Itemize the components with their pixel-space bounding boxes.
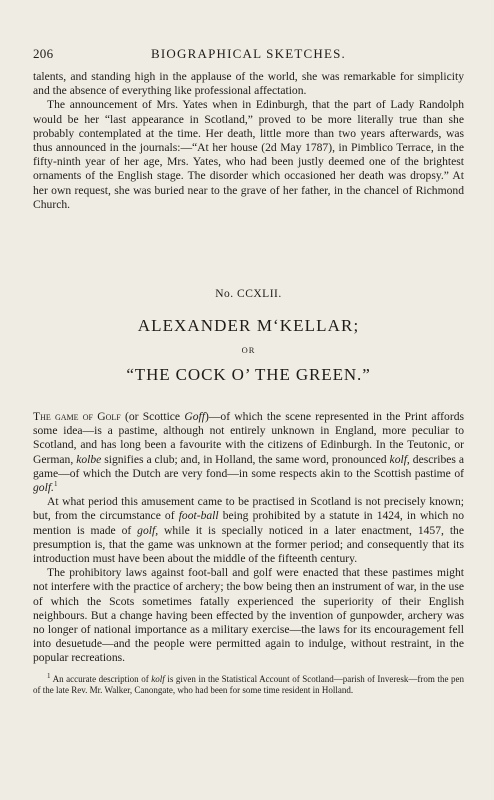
text-run: while it is specially noticed in a later enactment, 1457, the presumption is, that the game was unknown at the former period; and consequently that its introduction must have been about the middle of the fifteenth century.: [33, 523, 464, 566]
text-run: (or Scottice: [120, 410, 185, 424]
italic-term: Goff: [184, 410, 205, 424]
text-run: At what period this amusement came to be practised in Scotland is not precisely known; but, from the circumstance of: [33, 495, 464, 523]
prohibition-paragraph: The prohibitory laws against foot-ball and golf were enacted that these pastimes might not interfere with the practice of archery; the bow being then an instrument of war, in the use of which the Scots sometimes fatally experienced the superiority of their English neighbours. But a change having been effected by the invention of gunpowder, archery was no longer of national importance as a military exercise—the laws for its encouragement fell into desuetude—and the people were permitted again to indulge, without restraint, in the popular recreations.: [33, 566, 464, 665]
text-run: An accurate description of: [50, 673, 152, 684]
footnote: [33, 671, 465, 697]
announcement-paragraph: The announcement of Mrs. Yates when in Edinburgh, that the part of Lady Randolph would be her “last appearance in Scotland,” proved to be more literally true than she probably contemplated at the time. Her death, little more than two years afterwards, was thus announced in the journals:—“At her house (2d May 1787), in Pimblico Terrace, in the fifty-ninth year of her age, Mrs. Yates, who had been justly deemed one of the brightest ornaments of the English stage. The disorder which occasioned her death was dropsy.” At her own request, she was buried near to the grave of her father, in the chancel of Richmond Church.: [33, 98, 464, 211]
text-run: is given in the Statistical Account of Scotland—parish of Inveresk—from the pen of the late Rev. Mr. Walker, Canongate, who had been for some time resident in Holland.: [33, 673, 465, 696]
continued-paragraph: talents, and standing high in the applause of the world, she was remarkable for simplicity and the absence of everything like professional affectation.: [33, 70, 464, 98]
italic-term: foot-ball: [178, 509, 219, 523]
footnote-marker: 1: [47, 671, 51, 680]
running-head: BIOGRAPHICAL SKETCHES.: [151, 46, 346, 61]
page-header: [33, 46, 464, 62]
italic-term: kolf: [151, 673, 165, 684]
italic-term: golf,: [137, 523, 159, 537]
title-connector: OR: [241, 345, 256, 356]
italic-term: golf.: [33, 481, 54, 495]
text-run: signifies a club; and, in Holland, the same word, pronounced: [101, 452, 390, 466]
golf-paragraph: [33, 410, 464, 495]
article-title: ALEXANDER M‘KELLAR;: [137, 316, 360, 336]
italic-term: kolbe: [76, 452, 102, 466]
text-run: being prohibited by a statute in 1424, in which no mention is made of: [33, 509, 464, 537]
history-paragraph: [33, 495, 464, 566]
page-number: 206: [33, 46, 54, 61]
article-number: No. CCXLII.: [215, 288, 282, 301]
text-run: )—of which the scene represented in the Print affords some idea—is a pastime, although not entirely unknown in England, more peculiar to Scotland, and has long been a favourite with the citizens of Edinburgh. In the Teutonic, or German,: [33, 410, 465, 466]
lead-in: The game of Golf: [33, 410, 121, 424]
italic-term: kolf,: [389, 452, 410, 466]
article-subtitle: “THE COCK O’ THE GREEN.”: [126, 365, 371, 385]
footnote-ref: 1: [53, 480, 58, 489]
text-run: describes a game—of which the Dutch are very fond—in some respects akin to the Scottish pastime of: [33, 452, 464, 480]
